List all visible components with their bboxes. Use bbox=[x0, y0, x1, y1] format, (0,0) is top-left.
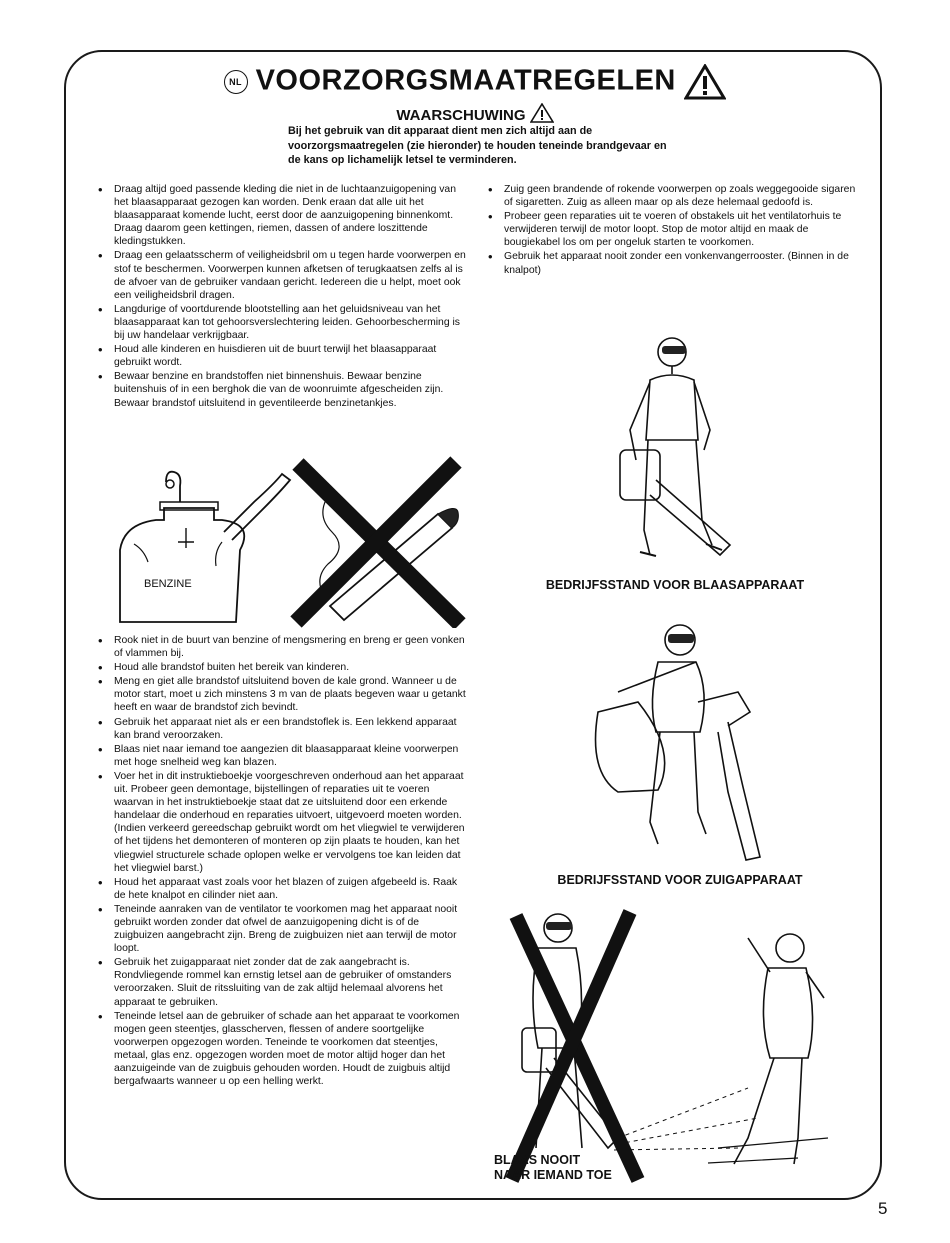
list-item: • Draag altijd goed passende kleding die niet in de luchtaanzuigopening van het blaasapparaat gezogen kan worden. Denk eraan dat alle uit het blaasapparaat komende lucht, eerst door de aanzuigopening binnenkomt. Draag daarom geen kettingen, riemen, dassen of andere loszittende kledingstukken. bbox=[98, 183, 470, 248]
warning-small-icon bbox=[530, 103, 554, 123]
blower-operator-illustration bbox=[600, 330, 750, 570]
title-text: VOORZORGSMAATREGELEN bbox=[255, 64, 676, 97]
list-item: • Draag een gelaatsscherm of veiligheidsbril om u tegen harde voorwerpen en stof te beschermen. Voorwerpen kunnen afketsen of terugkaatsen zelfs al is de afvoer van de gebruiker vandaan gericht. Iedereen die u helpt, moet ook een veiligheidsbril dragen. bbox=[98, 249, 470, 301]
list-item: • Teneinde aanraken van de ventilator te voorkomen mag het apparaat nooit gebruikt worden zonder dat ofwel de aanzuigopening dicht is of de zuigbuizen aangebracht zijn. Breng de zuigbuizen niet aan terwijl de motor loopt. bbox=[98, 903, 470, 955]
list-item: • Voer het in dit instruktieboekje voorgeschreven onderhoud aan het apparaat uit. Probeer geen demontage, bijstellingen of reparaties uit te voeren waarvan in het instruktieboekje staat dat ze uitsluitend door een erkende handelaar die onderhoud en reparaties uitvoert, uitgevoerd moeten worden. (Indien verkeerd gereedschap gebruikt wordt om het vliegwiel te verwijderen of het tijdens het demonteren of monteren op zijn plaats te houden, kan het vliegwiel structurele schade oplopen welke er vervolgens toe kan leiden dat het vliegwiel barst.) bbox=[98, 770, 470, 875]
never-blow-caption-line2: NAAR IEMAND TOE bbox=[494, 1168, 612, 1182]
page-number: 5 bbox=[878, 1199, 888, 1218]
list-item: • Blaas niet naar iemand toe aangezien dit blaasapparaat kleine voorwerpen met hoge snelheid weg kan blazen. bbox=[98, 743, 470, 769]
vacuum-operator-illustration bbox=[578, 612, 768, 862]
list-item: • Teneinde letsel aan de gebruiker of schade aan het apparaat te voorkomen mogen geen steentjes, glasscherven, flessen of andere soortgelijke voorwerpen opgezogen worden. Teneinde te voorkomen dat steentjes, metaal, glas enz. opgezogen worden moet de motor altijd hoger dan het aanzuigeinde van de zuigbuis gehouden worden. Houdt de zuigbuis altijd bergafwaarts wanneer u op een helling werkt. bbox=[98, 1010, 470, 1089]
blower-caption: BEDRIJFSSTAND VOOR BLAASAPPARAAT bbox=[545, 578, 805, 592]
list-item: • Houd alle kinderen en huisdieren uit de buurt terwijl het blaasapparaat gebruikt wordt. bbox=[98, 343, 470, 369]
left-bullets-top bbox=[98, 183, 470, 411]
warning-label: WAARSCHUWING bbox=[396, 107, 526, 124]
list-item: • Meng en giet alle brandstof uitsluitend boven de kale grond. Wanneer u de motor start, moet u zich minstens 3 m van de plaats begeven waar u getankt heeft en waar de brandstof zich bevindt. bbox=[98, 675, 470, 714]
list-item: • Gebruik het apparaat niet als er een brandstoflek is. Een lekkend apparaat kan brand veroorzaken. bbox=[98, 716, 470, 742]
blowing-at-person-prohibited-illustration bbox=[498, 908, 858, 1188]
list-item: • Rook niet in de buurt van benzine of mengsmering en breng er geen vonken of vlammen bij. bbox=[98, 634, 470, 660]
right-bullets bbox=[488, 183, 860, 278]
list-item: • Probeer geen reparaties uit te voeren of obstakels uit het ventilatorhuis te verwijderen terwijl de motor loopt. Stop de motor altijd en maak de bougiekabel los om per ongeluk starten te voorkomen. bbox=[488, 210, 860, 249]
warning-heading bbox=[0, 103, 950, 124]
list-item: • Langdurige of voortdurende blootstelling aan het geluidsniveau van het blaasapparaat kan tot gehoorsverslechtering leiden. Gehoorbescherming is bij uw handelaar verkrijgbaar. bbox=[98, 303, 470, 342]
never-blow-caption-line1: BLAAS NOOIT bbox=[494, 1153, 581, 1167]
list-item: • Zuig geen brandende of rokende voorwerpen op zoals weggegooide sigaren of sigaretten. Zuig as alleen maar op als deze helemaal gedoofd is. bbox=[488, 183, 860, 209]
list-item: • Houd het apparaat vast zoals voor het blazen of zuigen afgebeeld is. Raak de hete knalpot en cilinder niet aan. bbox=[98, 876, 470, 902]
cigarette-prohibited-icon bbox=[288, 456, 468, 628]
vacuum-caption: BEDRIJFSSTAND VOOR ZUIGAPPARAAT bbox=[557, 873, 803, 887]
benzine-can-illustration bbox=[104, 462, 304, 630]
list-item: • Gebruik het zuigapparaat niet zonder dat de zak aangebracht is. Rondvliegende rommel kan ernstig letsel aan de gebruiker of omstanders veroorzaken. Sluit de ritssluiting van de zak altijd helemaal alvorens het apparaat te gebruiken. bbox=[98, 956, 470, 1008]
list-item: • Gebruik het apparaat nooit zonder een vonkenvangerrooster. (Binnen in de knalpot) bbox=[488, 250, 860, 276]
list-item: • Bewaar benzine en brandstoffen niet binnenshuis. Bewaar benzine buitenshuis of in een berghok die van de woonruimte afgescheiden zijn. Bewaar brandstof uitsluitend in geventileerde benzinetankjes. bbox=[98, 370, 470, 409]
language-badge: NL bbox=[224, 70, 248, 94]
benzine-label: BENZINE bbox=[144, 578, 192, 590]
page-title bbox=[0, 64, 950, 100]
intro-paragraph: Bij het gebruik van dit apparaat dient men zich altijd aan de voorzorgsmaatregelen (zie hieronder) te houden teneinde brandgevaar en de kans op lichamelijk letsel te verminderen. bbox=[288, 125, 667, 166]
list-item: • Houd alle brandstof buiten het bereik van kinderen. bbox=[98, 661, 470, 674]
warning-triangle-icon bbox=[684, 64, 726, 100]
left-bullets-bottom bbox=[98, 634, 470, 1089]
